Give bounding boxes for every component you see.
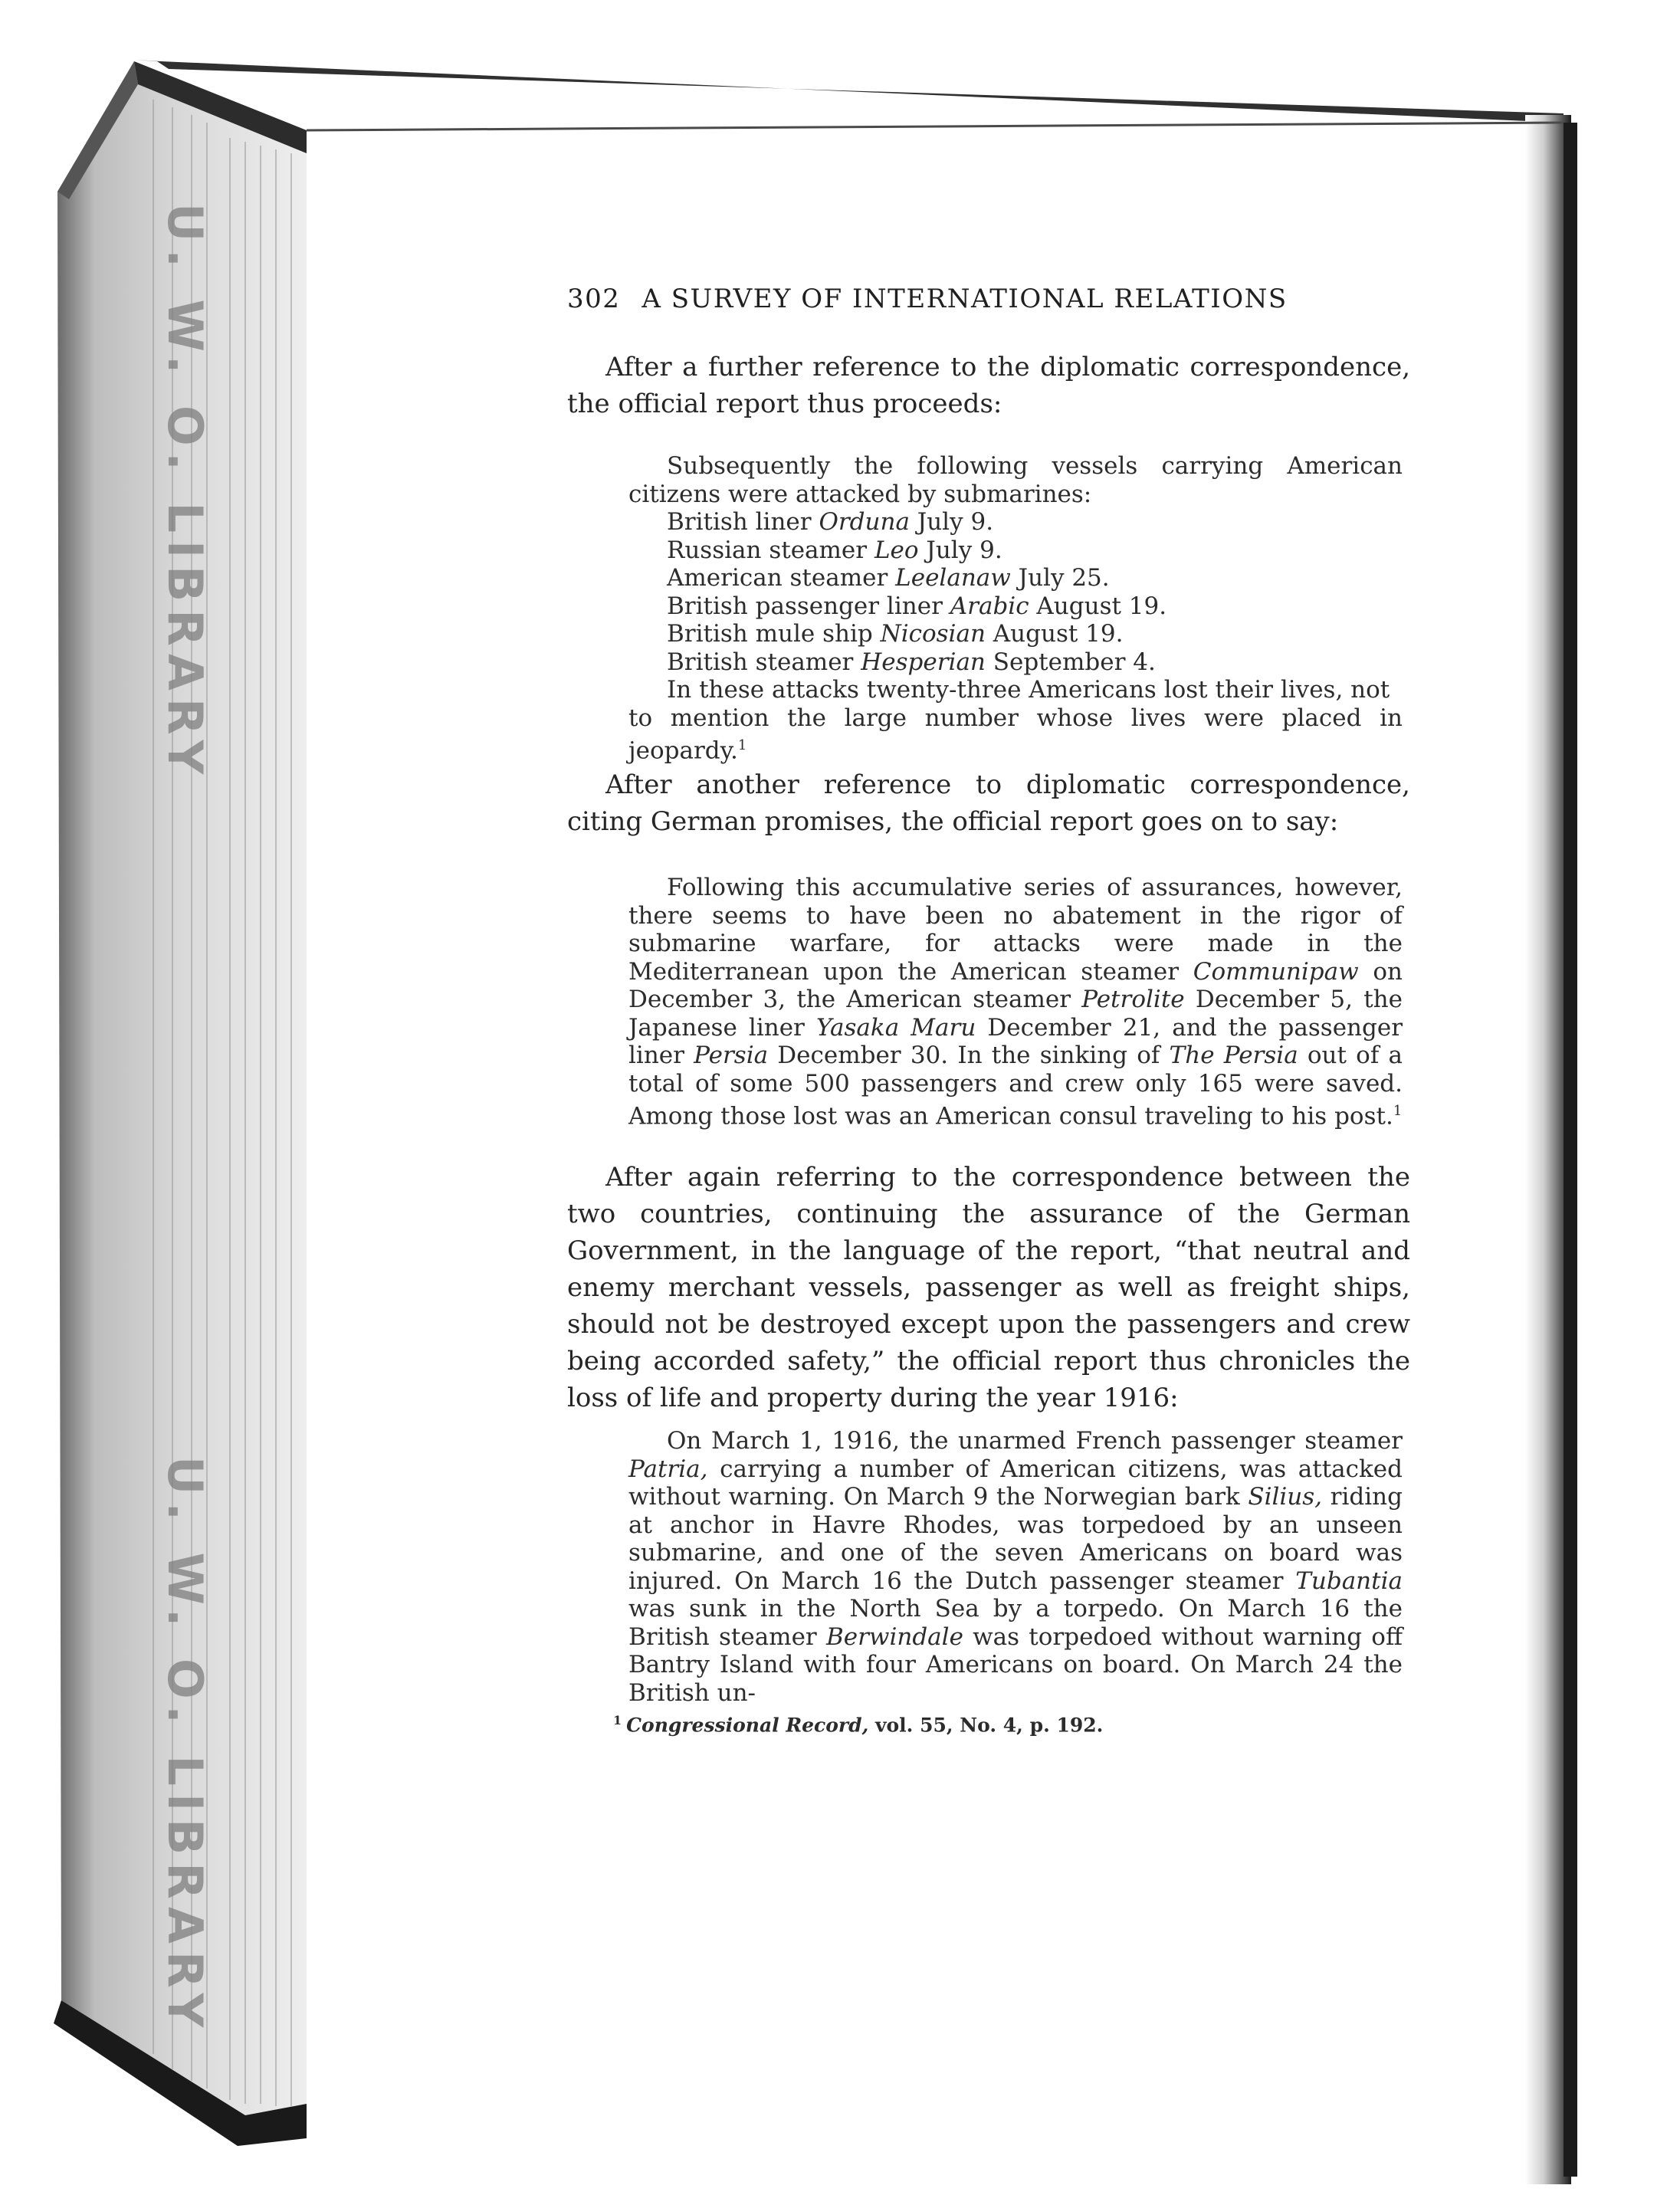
footnote-ref: 1: [737, 737, 747, 753]
library-stamp-bottom: U. W. O. LIBRARY: [157, 1456, 213, 2036]
footnote-ref: 1: [1393, 1103, 1403, 1119]
quoted-passage-2: [628, 874, 1403, 1130]
vessel-item: British passenger liner Arabic August 19.: [667, 592, 1167, 620]
quoted-vessel-list: [628, 452, 1403, 765]
footnote: $^1$ Congressional Record, vol. 55, No. 4, p. 192.: [613, 1713, 1104, 1737]
running-title: A SURVEY OF INTERNATIONAL RELATIONS: [641, 284, 1288, 314]
vessel-item: British liner Orduna July 9.: [667, 508, 994, 536]
intro-paragraph-3: After again referring to the correspondence between the two countries, continuing the assurance of the German Government, in the language of the report, “that neutral and enemy merchant vessels, passenger as well as freight ships, should not be destroyed except upon the passengers and crew being accorded safety,” the official report thus chronicles the loss of life and property during the year 1916:: [567, 1162, 1410, 1413]
quote3-text: On March 1, 1916, the unarmed French passenger steamer Patria, carrying a number of American citizens, was attacked without warning. On March 9 the Norwegian bark Silius, riding at anchor in Havre Rhodes, was torpedoed by an unseen submarine, and one of the seven Americans on board was injured. On March 16 the Dutch passenger steamer Tubantia was sunk in the North Sea by a torpedo. On March 16 the British steamer Berwindale was torpedoed without warning off Bantry Island with four Americans on board. On March 24 the British un-: [628, 1427, 1403, 1707]
vessel-item: British steamer Hesperian September 4.: [667, 648, 1156, 676]
quote2-text: Following this accumulative series of assurances, however, there seems to have been no abatement in the rigor of submarine warfare, for attacks were made in the Mediterranean upon the American steamer Communipaw on December 3, the American steamer Petrolite December 5, the Japanese liner Yasaka Maru December 21, and the passenger liner Persia December 30. In the sinking of The Persia out of a total of some 500 passengers and crew only 165 were saved. Among those lost was an American consul traveling to his post.$^1$: [628, 874, 1403, 1130]
quote1-closing-2: to mention the large number whose lives were placed in jeopardy.$^1$: [628, 704, 1403, 765]
quoted-passage-3: [628, 1427, 1403, 1707]
page-number: 302: [567, 284, 621, 314]
vessel-item: British mule ship Nicosian August 19.: [667, 620, 1124, 648]
intro-paragraph-2: After another reference to diplomatic correspondence, citing German promises, the official report goes on to say:: [567, 769, 1410, 837]
intro-paragraph-1: After a further reference to the diplomatic correspondence, the official report thus proceeds:: [567, 352, 1410, 419]
vessel-item: Russian steamer Leo July 9.: [667, 536, 1002, 564]
running-head: [567, 284, 1418, 314]
quote1-lead: Subsequently the following vessels carrying American citizens were attacked by submarines:: [628, 452, 1403, 508]
vessel-item: American steamer Leelanaw July 25.: [667, 564, 1110, 592]
quote1-closing: In these attacks twenty-three Americans lost their lives, not: [667, 676, 1390, 704]
library-stamp-top: U. W. O. LIBRARY: [157, 203, 213, 783]
